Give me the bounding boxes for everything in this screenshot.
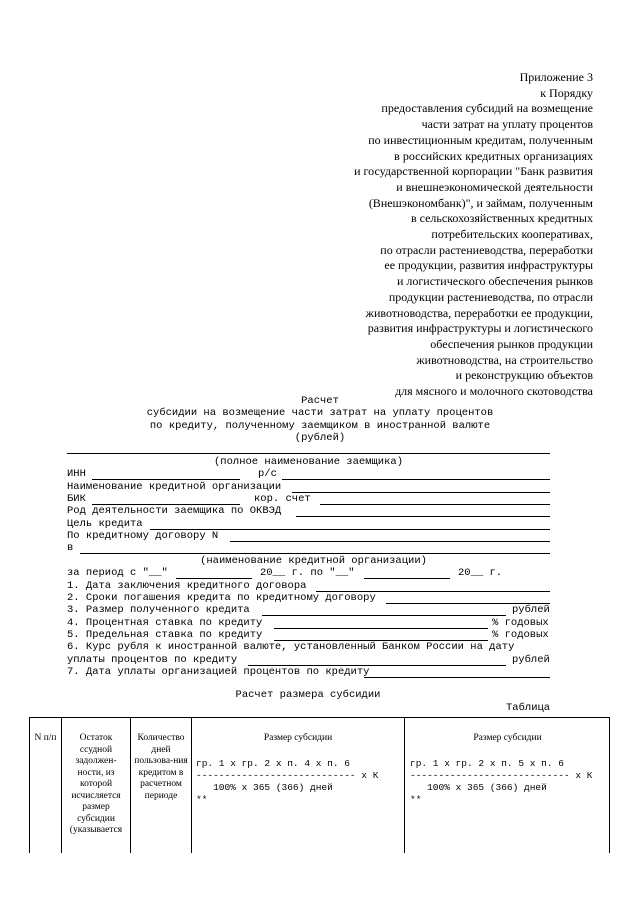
- appendix-line: (Внешэкономбанк)", и займам, полученным: [368, 195, 593, 210]
- header-days: Количество дней пользова-ния кредитом в расчетном периоде: [134, 733, 188, 801]
- item-4-label: 4. Процентная ставка по кредиту: [67, 617, 263, 629]
- appendix-line: Приложение 3: [519, 70, 593, 84]
- formula-a-note: **: [196, 794, 208, 805]
- item-6-label: 6. Курс рубля к иностранной валюте, установленный Банком России на дату: [67, 641, 515, 653]
- appendix-line: по отрасли растениеводства, переработки: [380, 242, 593, 257]
- header-balance: Остаток ссудной задолжен-ности, из которой исчисляется размер субсидии (указывается: [69, 733, 123, 835]
- rs-label: р/с: [258, 468, 277, 480]
- appendix-line: в сельскохозяйственных кредитных: [410, 211, 593, 226]
- appendix-line: и реконструкцию объектов: [455, 368, 593, 383]
- appendix-line: животноводства, на строительство: [416, 352, 593, 367]
- appendix-line: и логистического обеспечения рынков: [396, 274, 593, 289]
- appendix-line: потребительских кооперативах,: [431, 227, 593, 242]
- bank-field[interactable]: [80, 553, 550, 554]
- doc-subtitle-line: субсидии на возмещение части затрат на уплату процентов: [146, 407, 494, 419]
- in-label: в: [67, 542, 74, 554]
- header-subsidy-a: Размер субсидии: [263, 733, 333, 743]
- kor-label: кор. счет: [254, 493, 311, 505]
- appendix-line: и государственной корпорации "Банк развития: [354, 164, 593, 179]
- formula-b-note: **: [410, 794, 422, 805]
- appendix-header: [293, 70, 593, 400]
- item-5-label: 5. Предельная ставка по кредиту: [67, 629, 263, 641]
- item-4-unit: % годовых: [492, 617, 549, 629]
- formula-a-numerator: гр. 1 x гр. 2 x п. 4 x п. 6: [196, 758, 350, 769]
- item-3-label: 3. Размер полученного кредита: [67, 604, 250, 616]
- item-3-unit: рублей: [512, 604, 550, 616]
- okved-label: Род деятельности заемщика по ОКВЭД: [67, 505, 282, 517]
- doc-title: Расчет: [301, 395, 339, 407]
- appendix-line: обеспечения рынков продукции: [430, 336, 593, 351]
- item-2-label: 2. Сроки погашения кредита по кредитному договору: [67, 592, 376, 604]
- item-6-label-cont: уплаты процентов по кредиту: [67, 654, 238, 666]
- appendix-line: по инвестиционным кредитам, полученным: [368, 132, 593, 147]
- appendix-line: предоставления субсидий на возмещение: [381, 101, 593, 116]
- item-7-field[interactable]: [364, 677, 550, 678]
- formula-b-numerator: гр. 1 x гр. 2 x п. 5 x п. 6: [410, 758, 564, 769]
- item-4-field[interactable]: [274, 628, 488, 629]
- item-5-unit: % годовых: [492, 629, 549, 641]
- appendix-line: развития инфраструктуры и логистического: [367, 321, 593, 336]
- appendix-line: для мясного и молочного скотоводства: [395, 384, 593, 399]
- appendix-line: к Порядку: [540, 85, 593, 100]
- calc-title: Расчет размера субсидии: [235, 689, 381, 701]
- appendix-line: животноводства, переработки ее продукции,: [365, 305, 593, 320]
- bank-name-field[interactable]: [292, 492, 550, 493]
- okved-field[interactable]: [296, 516, 550, 517]
- item-3-field[interactable]: [262, 615, 506, 616]
- item-6-unit: рублей: [512, 654, 550, 666]
- kor-field[interactable]: [320, 504, 550, 505]
- inn-label: ИНН: [67, 468, 86, 480]
- period-end-label: 20__ г.: [458, 567, 503, 579]
- formula-b-denominator: 100% x 365 (366) дней: [410, 782, 547, 793]
- period-end-month[interactable]: [364, 578, 450, 579]
- formula-a-fraction: ---------------------------- x К: [196, 770, 379, 781]
- bank-caption: (наименование кредитной организации): [200, 555, 427, 567]
- header-subsidy-b: Размер субсидии: [473, 733, 542, 743]
- item-7-label: 7. Дата уплаты организацией процентов по кредиту: [67, 666, 370, 678]
- borrower-caption: (полное наименование заемщика): [213, 456, 404, 468]
- header-number: N п/п: [34, 733, 57, 743]
- formula-a-denominator: 100% x 365 (366) дней: [196, 782, 333, 793]
- table-divider: [130, 717, 131, 853]
- table-divider: [61, 717, 62, 853]
- doc-units: (рублей): [294, 432, 346, 444]
- period-mid-label: 20__ г. по "__": [260, 567, 355, 579]
- formula-b-fraction: ---------------------------- x К: [410, 770, 593, 781]
- inn-field[interactable]: [92, 479, 240, 480]
- table-label: Таблица: [506, 702, 551, 714]
- borrower-name-line[interactable]: [67, 453, 550, 454]
- period-start-month[interactable]: [176, 578, 252, 579]
- bank-name-label: Наименование кредитной организации: [67, 481, 282, 493]
- contract-label: По кредитному договору N: [67, 530, 219, 542]
- rs-field[interactable]: [282, 479, 550, 480]
- appendix-line: в российских кредитных организациях: [394, 148, 593, 163]
- appendix-line: ее продукции, развития инфраструктуры: [384, 258, 593, 273]
- item-1-label: 1. Дата заключения кредитного договора: [67, 580, 307, 592]
- doc-subtitle-line: по кредиту, полученному заемщиком в иностранной валюте: [149, 420, 491, 432]
- bik-label: БИК: [67, 493, 86, 505]
- appendix-line: части затрат на уплату процентов: [421, 117, 593, 132]
- contract-field[interactable]: [230, 541, 550, 542]
- appendix-line: продукции растениеводства, по отрасли: [388, 289, 593, 304]
- period-start-label: за период с "__": [67, 567, 168, 579]
- appendix-line: и внешнеэкономической деятельности: [396, 179, 593, 194]
- purpose-label: Цель кредита: [67, 518, 143, 530]
